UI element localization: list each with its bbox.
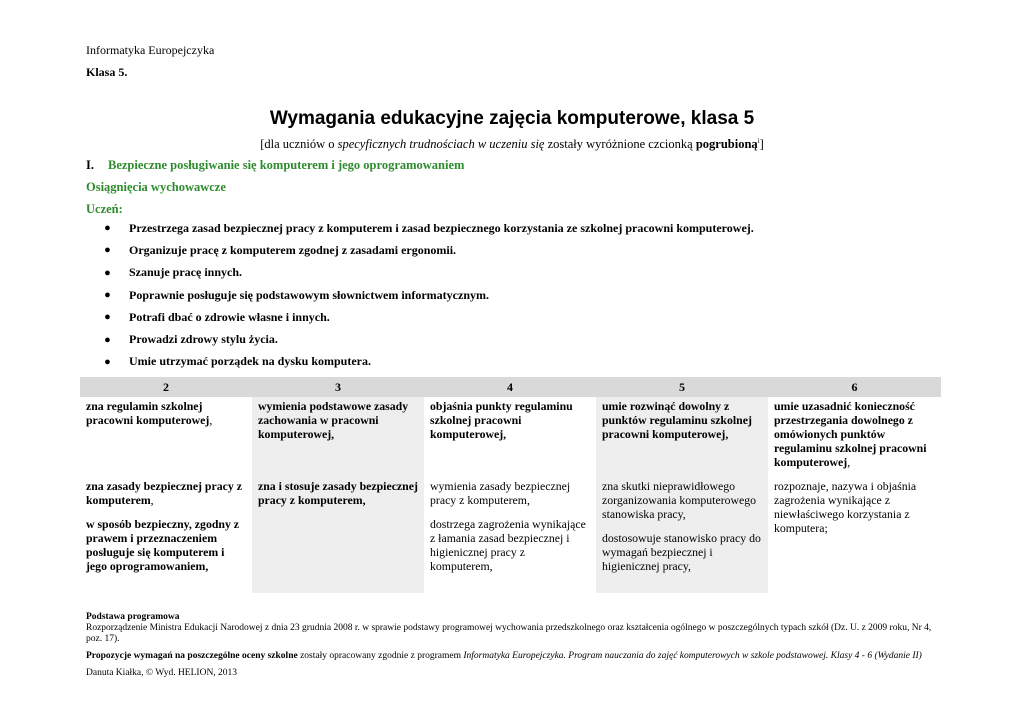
section-title: Bezpieczne posługiwanie się komputerem i jego oprogramowaniem [108,158,465,172]
goal-item [86,262,754,284]
footer [86,612,936,685]
table-row [80,397,941,477]
requirement-comma: , [847,455,851,469]
footer-basis-text: Rozporządzenie Ministra Edukacji Narodowej z dnia 23 grudnia 2008 r. w sprawie podstawy programowej wychowania przedszkolnego oraz kształcenia ogólnego w poszczególnych typach szkół (Dz. U. z 2009 roku, Nr 4, poz. 17). [86,623,932,644]
grade-header: 4 [424,377,596,397]
table-cell [80,397,252,477]
footer-proposal [86,651,936,662]
bullet-icon: ● [104,266,111,279]
footer-proposal-bold: Propozycje wymagań na poszczególne oceny szkolne [86,651,298,661]
bullet-icon: ● [104,222,111,235]
table-cell [424,477,596,593]
footer-author: Danuta Kiałka, © Wyd. HELION, 2013 [86,668,238,678]
footer-basis-heading: Podstawa programowa [86,612,180,622]
bullet-icon: ● [104,355,111,368]
requirement-text: zna zasady bezpiecznej pracy z komputerem [86,479,242,507]
table-cell [80,477,252,593]
requirement-text: dostrzega zagrożenia wynikające z łamania zasad bezpiecznej i higienicznej pracy z komputerem, [430,517,586,573]
grade-header: 5 [596,377,768,397]
achievements-heading: Osiągnięcia wychowawcze [86,180,226,194]
table-cell: zna i stosuje zasady bezpiecznej pracy z komputerem, [252,477,424,593]
grade-requirements-table [80,377,941,593]
subtitle-open: [dla uczniów o [260,137,338,152]
table-cell [768,397,941,477]
requirement-text: wymienia zasady bezpiecznej pracy z komputerem, [430,479,571,507]
bullet-icon: ● [104,289,111,302]
requirement-text: w sposób bezpieczny, zgodny z prawem i przeznaczeniem posługuje się komputerem i jego oprogramowaniem, [86,517,240,573]
requirement-text: dostosowuje stanowisko pracy do wymagań bezpiecznej i higienicznej pracy, [602,531,761,573]
goal-item [86,217,754,239]
subtitle-bold: pogrubioną [695,137,758,152]
goal-text: Poprawnie posługuje się podstawowym słownictwem informatycznym. [129,287,489,302]
footer-basis [86,612,936,645]
footer-proposal-text: zostały opracowany zgodnie z programem [297,651,464,661]
subtitle-middle: zostały wyróżnione czcionką [544,137,696,152]
goal-text: Prowadzi zdrowy stylu życia. [129,332,278,347]
subtitle-close: ] [759,137,764,152]
grade-header: 2 [80,377,252,397]
bullet-icon: ● [104,244,111,257]
goal-item [86,239,754,261]
grade-header-row [80,377,941,397]
page-title: Wymagania edukacyjne zajęcia komputerowe, klasa 5 [269,108,755,129]
goal-text: Przestrzega zasad bezpiecznej pracy z komputerem i zasad bezpiecznego korzystania ze szkolnej pracowni komputerowej. [129,220,754,235]
goal-text: Szanuje pracę innych. [129,265,243,280]
table-cell: rozpoznaje, nazywa i objaśnia zagrożenia wynikające z niewłaściwego korzystania z komputera; [774,479,917,535]
table-cell: umie rozwinąć dowolny z punktów regulaminu szkolnej pracowni komputerowej, [596,397,768,477]
table-row [80,477,941,593]
document-class: Klasa 5. [86,65,128,79]
bullet-icon: ● [104,333,111,346]
table-cell [596,477,768,593]
section-number: I. [86,158,94,172]
grade-header: 3 [252,377,424,397]
goal-item [86,351,754,373]
goal-text: Potrafi dbać o zdrowie własne i innych. [129,309,330,324]
goal-text: Organizuje pracę z komputerem zgodnej z zasadami ergonomii. [129,242,457,257]
goal-text: Umie utrzymać porządek na dysku komputera. [129,354,371,369]
goal-item [86,328,754,350]
table-cell: wymienia podstawowe zasady zachowania w pracowni komputerowej, [252,397,424,477]
requirement-block [86,479,246,507]
goal-item [86,284,754,306]
footer-proposal-italic: Informatyka Europejczyka. Program nauczania do zajęć komputerowych w szkole podstawowej. Klasy 4 - 6 (Wydanie II) [463,651,922,661]
subtitle-italic: specyficznych trudnościach w uczeniu się [337,137,545,152]
grade-header: 6 [768,377,941,397]
goal-item [86,306,754,328]
footnote-marker: i [757,137,760,145]
goals-list [86,217,754,373]
requirement-comma: , [150,493,154,507]
page-subtitle [0,137,1024,152]
requirement-text: zna regulamin szkolnej pracowni komputerowej [86,399,210,427]
requirement-text: zna skutki nieprawidłowego zorganizowania komputerowego stanowiska pracy, [602,479,757,521]
document-series: Informatyka Europejczyka [86,43,215,57]
requirement-comma: , [209,413,213,427]
table-cell: objaśnia punkty regulaminu szkolnej pracowni komputerowej, [430,399,573,441]
section-heading [86,158,464,173]
student-label: Uczeń: [86,202,123,216]
requirement-text: umie uzasadnić konieczność przestrzegania dowolnego z omówionych punktów regulaminu szkolnej pracowni komputerowej [774,399,927,469]
bullet-icon: ● [104,311,111,324]
